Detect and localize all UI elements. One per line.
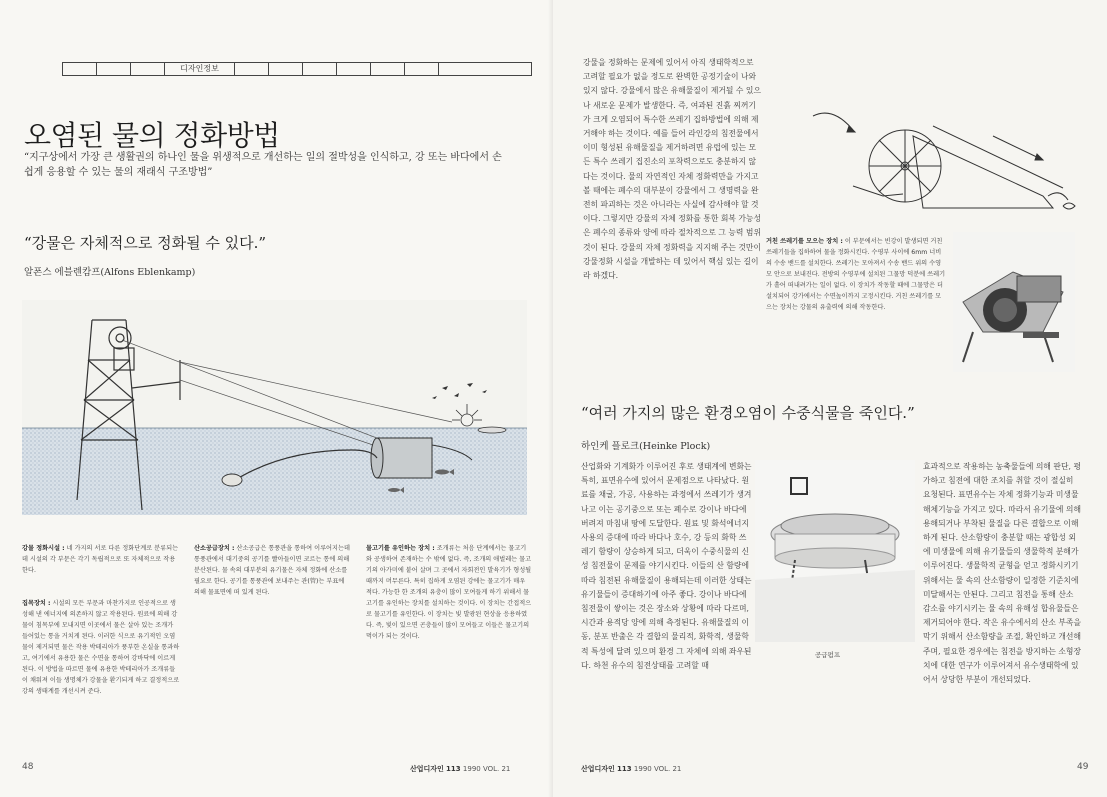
header-cell xyxy=(131,63,165,75)
caption-title: 산소공급장치 : xyxy=(194,545,235,552)
sky-area xyxy=(22,300,527,428)
section2-heading: “여러 가지의 많은 환경오염이 수중식물을 죽인다.” xyxy=(581,404,915,422)
caption-text: 이 부문에서는 빈강이 발생되면 거친 쓰레기들을 집하하여 물을 정화시킨다. 수평부 사이에 6mm 너비의 수송 밴드를 설치한다. 쓰레기는 모아져서 수송 밴드 위의 수영모 안으로 보내진다. 전방의 수영부에 설치된 그물망 덕분에 쓰레기가 흩어 떠내려가는 일이 없다. 이 장치가 작동할 때에 그물망은 더 설치되어 강가에서는 수면높이까지 고정시킨다. 거친 쓰레기를 모으는 장치는 강물의 유출력에 의해 작동한다. xyxy=(766,238,946,311)
section2-body-col1: 산업화와 기계화가 이루어진 후로 생태계에 변화는 특히, 표면유수에 있어서 문제점으로 나타났다. 원료를 채굴, 가공, 사용하는 과정에서 쓰레기가 생겨나고 이는 공기중으로 또는 폐수로 강이나 바다에 버려져 마침내 땅에 도달한다. 원료 및 화석에너지 사용의 증대에 따라 바다나 호수, 강 등의 화학 쓰레기 함량이 상승하게 되고, 더욱이 수중식물의 신성 침전물이 문제를 야기시킨다. 이들의 산 함량에 따라 침전된 유해물질이 용해되는데 이러한 상태는 유기물들이 증대하기에 아주 좋다. 강이나 바다에 침전물이 쌓이는 것은 장소와 상황에 따라 다르며, 시간과 용적당 양에 의해 측정된다. 유해물질의 이동, 분포 반출은 각 결합의 물리적, 화학적, 생물학적 특성에 달려 있으며 환경 그 자체에 의해 좌우된다. 하천 유수의 침전상태를 고려할 때 xyxy=(581,462,752,670)
caption-fish-attractor xyxy=(366,543,532,642)
surface-float xyxy=(478,427,506,433)
conveyor-frame xyxy=(913,136,1053,208)
page-number-left: 48 xyxy=(22,762,34,772)
caption-title: 물고기를 유인하는 장치 : xyxy=(366,545,435,552)
arrowhead xyxy=(847,126,855,132)
section1-author: 알폰스 에블렌캄프(Alfons Eblenkamp) xyxy=(24,267,196,278)
magazine-footer-left xyxy=(410,764,510,774)
water-flow-arrow xyxy=(813,113,853,130)
supply-pump-photo xyxy=(755,460,915,642)
caption-title: 거친 쓰레기를 모으는 장치 : xyxy=(766,238,843,245)
page-number-right: 49 xyxy=(1077,762,1089,772)
magazine-brand: 산업디자인 xyxy=(581,765,615,773)
caption-text: 조개류는 처음 단계에서는 물고기와 공생하여 존재하는 수 밖에 없다. 즉, 조개의 애벌레는 물고기의 아가미에 붙어 살며 그 곳에서 자회전인 발육기가 형성될 때까지 머무른다. 특히 집하게 오염된 강에는 물고기가 매우 적다. 가능한 한 조개의 유충이 많이 모여들게 하기 위해서 물고기를 유인하는 장치를 설치하는 것이다. 이 장치는 간접적으로 물고기를 유인한다. 이 장치는 빛 발광된 현상을 응용하였다. 즉, 빛이 있으면 곤충들이 많이 모여들고 이들은 물고기의 먹이가 되는 것이다. xyxy=(366,545,532,640)
header-cell xyxy=(97,63,131,75)
section-label: 디자인정보 xyxy=(165,63,235,75)
caption-text: 시설의 모든 부문과 마찬가지로 인공적으로 생성해 낸 에너지에 의존하지 않고 작용된다. 원료에 의해 강물이 침목부에 모내지면 이곳에서 물은 살아 있는 조개가 들어있는 통을 거치게 된다. 이러한 식으로 유기적인 오염물이 제거되면 물은 작용 박테리아가 풍부한 온실을 통과하고, 여기에서 유용한 물은 수면을 통하여 강바닥에 이르게 된다. 이 방법을 따르면 물에 유용한 박테리아가 조개류들이 채워져 이들 생명체가 강물을 환기되게 하고 결정적으로 강의 생태계를 개선시켜 준다. xyxy=(22,600,180,695)
intake-nozzle xyxy=(222,474,242,486)
caption-text: 네 가지의 서로 다른 정화단계로 분류되는데 시설의 각 부문은 각기 독립적으로 또 자체적으로 작용한다. xyxy=(22,545,179,574)
header-cell xyxy=(371,63,405,75)
river-purification-illustration xyxy=(22,300,527,515)
fish-outline xyxy=(1063,203,1075,209)
header-cell xyxy=(235,63,269,75)
right-page xyxy=(553,0,1107,797)
magazine-issue: 113 xyxy=(446,765,461,773)
direction-arrow xyxy=(993,136,1043,160)
article-subtitle: “지구상에서 가장 큰 생활권의 하나인 물을 위생적으로 개선하는 일의 절박성을 인식하고, 강 또는 바다에서 손쉽게 응용할 수 있는 물의 재래식 구조방법” xyxy=(24,152,502,178)
trash-collector-photo xyxy=(953,232,1075,372)
caption-purification-facility xyxy=(22,543,180,576)
header-cell xyxy=(269,63,303,75)
section2-body-col3: 효과적으로 작용하는 농축물들에 의해 판단, 평가하고 침전에 대한 조치를 취할 것이 절실히 요청된다. 표면유수는 자체 정화기능과 미생물 해체기능을 가지고 있다. 따라서 유기물에 의해 용해되거나 부착된 물질을 다른 결합으로 이해하게 된다. 산소함량이 충분할 때는 광합성 외에 미생물에 의해 유기물들의 생물학적 분해가 이루어진다. 생물학적 균형을 얻고 정화시키기 위해서는 물 속의 산소함량이 일정한 기준치에 미달해서는 안된다. 그리고 침전을 통해 산소 감소를 야기시키는 물 속의 유해성 합유물들은 제거되어야 한다. 작은 유수에서의 산소 부족을 막기 위해서 산소함량을 조절, 확인하고 개선해 주며, 필요한 경우에는 침전을 방지하는 소형장치에 대한 연구가 이루어져서 유수생태학에 있어서 상당한 부분이 개선되었다. xyxy=(923,462,1081,685)
conveyor-belt xyxy=(933,126,1063,188)
magazine-year: 1990 VOL. 21 xyxy=(633,765,682,773)
magazine-year: 1990 VOL. 21 xyxy=(462,765,511,773)
section1-heading: “강물은 자체적으로 정화될 수 있다.” xyxy=(24,234,267,252)
header-cell xyxy=(337,63,371,75)
left-page xyxy=(0,0,553,797)
caption-title: 강물 정화시설 : xyxy=(22,545,65,552)
article-title: 오염된 물의 정화방법 xyxy=(24,119,280,152)
caption-oxygen-supply xyxy=(194,543,352,598)
arrowhead xyxy=(1035,154,1043,160)
trash-collector-drawing xyxy=(793,96,1083,224)
magazine-brand: 산업디자인 xyxy=(410,765,444,773)
caption-text: 산소공급은 통풍관을 통하여 이루어지는데 통풍관에서 대기중의 공기를 빨아들이면 코르는 통에 의해 분산된다. 물 속의 대부분의 유기물은 자체 정화에 산소를 필요로 한다. 공기를 통풍관에 보내주는 관(管)는 부표에 의해 물표면에 떠 있게 된다. xyxy=(194,545,350,596)
hull-left xyxy=(853,186,903,196)
section-header-bar xyxy=(62,62,532,76)
header-cell xyxy=(63,63,97,75)
header-cell xyxy=(439,63,531,75)
section2-author: 하인케 플로크(Heinke Plock) xyxy=(581,441,711,452)
magazine-issue: 113 xyxy=(617,765,632,773)
pump-photo-label: 공급펌프 xyxy=(815,651,841,659)
header-cell xyxy=(303,63,337,75)
header-cell xyxy=(405,63,439,75)
magazine-footer-right xyxy=(581,764,681,774)
debris-item xyxy=(1048,193,1068,200)
caption-title: 집목장치 : xyxy=(22,600,51,607)
caption-collection-device xyxy=(22,598,180,697)
caption-trash-collector xyxy=(766,236,946,313)
intro-body-text: 강물을 정화하는 문제에 있어서 아직 생태학적으로 고려할 필요가 없을 정도로 완벽한 공정기술이 나와 있지 않다. 강물에서 많은 유해물질이 제거될 수 있으나 새로운 문제가 발생한다. 즉, 여과된 진흙 찌꺼기가 크게 오염되어 특수한 쓰레기 집하방법에 의해 제거해야 하는 것이다. 예를 들어 라인강의 침전물에서 이미 형성된 유해물질을 제거하려면 유럽에 있는 모든 특수 쓰레기 집진소의 포착력으로도 충분하지 않다는 것이다. 물의 자연적인 자체 정화력만을 가지고 볼 때에는 폐수의 대부분이 강물에서 그 생명력을 완전히 파괴하는 것은 아니라는 사실에 감사해야 할 것이다. 그렇지만 강물의 자체 정화를 통한 회복 가능성은 폐수의 종류와 양에 따라 절차적으로 그 능력 범위 것이 된다. 강물의 자체 정화력을 지지해 주는 것만이 강물정화 시설을 개발하는 데 있어서 핵심 있는 길이라 하겠다. xyxy=(583,58,761,281)
